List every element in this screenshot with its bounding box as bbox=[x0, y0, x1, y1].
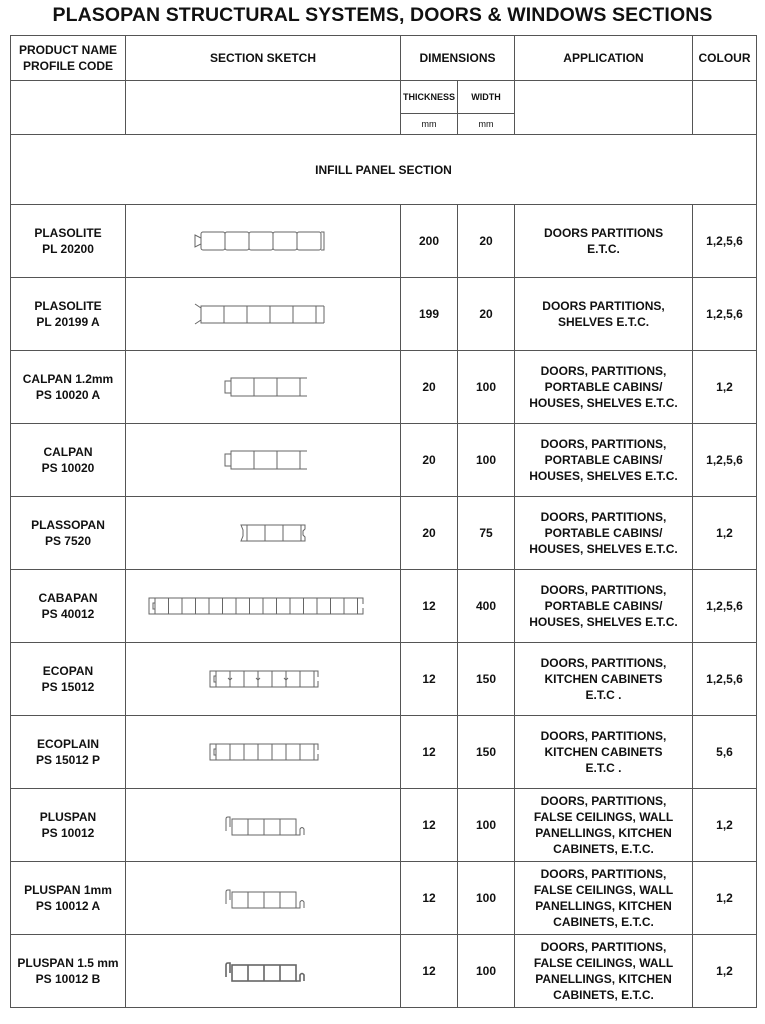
section-sketch-cell bbox=[126, 424, 401, 497]
application-cell bbox=[515, 935, 693, 1008]
header-colour: COLOUR bbox=[693, 36, 757, 81]
application-cell bbox=[515, 424, 693, 497]
product-name: PLASOLITE bbox=[34, 226, 102, 240]
application-line: DOORS, PARTITIONS, bbox=[540, 940, 667, 954]
product-cell bbox=[11, 716, 126, 789]
application-cell bbox=[515, 862, 693, 935]
application-line: FALSE CEILINGS, WALL bbox=[533, 810, 674, 824]
table-row bbox=[11, 497, 757, 570]
header-application: APPLICATION bbox=[515, 36, 693, 81]
product-cell bbox=[11, 862, 126, 935]
header-dimensions: DIMENSIONS bbox=[401, 36, 515, 81]
application-line: PANELLINGS, KITCHEN bbox=[535, 826, 672, 840]
thickness-value: 12 bbox=[401, 935, 458, 1008]
colour-value: 1,2 bbox=[693, 862, 757, 935]
section-sketch-cell bbox=[126, 862, 401, 935]
application-cell bbox=[515, 789, 693, 862]
thickness-value: 12 bbox=[401, 643, 458, 716]
thickness-value: 12 bbox=[401, 570, 458, 643]
application-line: FALSE CEILINGS, WALL bbox=[533, 956, 674, 970]
section-sketch-cell bbox=[126, 789, 401, 862]
sections-table bbox=[10, 35, 757, 1008]
application-line: CABINETS, E.T.C. bbox=[553, 988, 654, 1002]
profile-code: PS 15012 bbox=[41, 680, 95, 694]
application-line: DOORS, PARTITIONS, bbox=[540, 583, 667, 597]
section-sketch-drawing bbox=[198, 667, 328, 691]
application-line: HOUSES, SHELVES E.T.C. bbox=[529, 469, 678, 483]
product-cell bbox=[11, 643, 126, 716]
profile-code: PS 10012 bbox=[41, 826, 95, 840]
application-line: HOUSES, SHELVES E.T.C. bbox=[529, 615, 678, 629]
application-line: KITCHEN CABINETS bbox=[544, 745, 663, 759]
width-value: 400 bbox=[458, 570, 515, 643]
table-row bbox=[11, 205, 757, 278]
thickness-value: 12 bbox=[401, 716, 458, 789]
product-cell bbox=[11, 278, 126, 351]
width-value: 150 bbox=[458, 716, 515, 789]
width-value: 20 bbox=[458, 278, 515, 351]
product-cell bbox=[11, 570, 126, 643]
thickness-value: 20 bbox=[401, 424, 458, 497]
table-row bbox=[11, 862, 757, 935]
header-profile-code: PROFILE CODE bbox=[22, 59, 113, 73]
application-line: DOORS PARTITIONS bbox=[543, 226, 664, 240]
width-value: 100 bbox=[458, 862, 515, 935]
thickness-value: 20 bbox=[401, 497, 458, 570]
section-sketch-cell bbox=[126, 570, 401, 643]
profile-code: PS 10012 A bbox=[35, 899, 101, 913]
profile-code: PL 20200 bbox=[42, 242, 94, 256]
width-value: 100 bbox=[458, 351, 515, 424]
profile-code: PL 20199 A bbox=[36, 315, 100, 329]
page-title: PLASOPAN STRUCTURAL SYSTEMS, DOORS & WINDOWS SECTIONS bbox=[52, 4, 713, 26]
thickness-value: 12 bbox=[401, 789, 458, 862]
product-cell bbox=[11, 205, 126, 278]
header-section-sketch: SECTION SKETCH bbox=[126, 36, 401, 81]
application-cell bbox=[515, 497, 693, 570]
application-line: CABINETS, E.T.C. bbox=[553, 842, 654, 856]
product-name: ECOPLAIN bbox=[36, 737, 99, 751]
application-cell bbox=[515, 643, 693, 716]
product-name: PLASOLITE bbox=[34, 299, 102, 313]
application-line: PORTABLE CABINS/ bbox=[544, 526, 663, 540]
thickness-value: 20 bbox=[401, 351, 458, 424]
application-line: DOORS, PARTITIONS, bbox=[540, 510, 667, 524]
application-cell bbox=[515, 351, 693, 424]
section-title: INFILL PANEL SECTION bbox=[11, 135, 757, 205]
subheader-empty-application bbox=[515, 81, 693, 135]
section-sketch-drawing bbox=[213, 375, 313, 399]
width-value: 20 bbox=[458, 205, 515, 278]
width-value: 100 bbox=[458, 789, 515, 862]
thickness-unit: mm bbox=[401, 114, 458, 135]
subheader-empty-sketch bbox=[126, 81, 401, 135]
section-sketch-drawing bbox=[193, 229, 333, 253]
profile-code: PS 10020 A bbox=[35, 388, 101, 402]
profile-code: PS 15012 P bbox=[35, 753, 101, 767]
header-thickness: THICKNESS bbox=[401, 81, 458, 114]
colour-value: 5,6 bbox=[693, 716, 757, 789]
application-line: DOORS, PARTITIONS, bbox=[540, 656, 667, 670]
application-line: DOORS, PARTITIONS, bbox=[540, 729, 667, 743]
product-cell bbox=[11, 424, 126, 497]
application-cell bbox=[515, 205, 693, 278]
application-line: DOORS, PARTITIONS, bbox=[540, 437, 667, 451]
profile-code: PS 10020 bbox=[41, 461, 95, 475]
colour-value: 1,2,5,6 bbox=[693, 205, 757, 278]
application-line: E.T.C . bbox=[585, 761, 622, 775]
width-unit: mm bbox=[458, 114, 515, 135]
product-cell bbox=[11, 789, 126, 862]
product-cell bbox=[11, 935, 126, 1008]
section-sketch-cell bbox=[126, 351, 401, 424]
section-sketch-cell bbox=[126, 935, 401, 1008]
subheader-empty-product bbox=[11, 81, 126, 135]
application-line: DOORS PARTITIONS, bbox=[542, 299, 665, 313]
section-sketch-cell bbox=[126, 497, 401, 570]
application-line: E.T.C. bbox=[587, 242, 620, 256]
colour-value: 1,2,5,6 bbox=[693, 643, 757, 716]
header-product-name: PRODUCT NAME bbox=[19, 43, 117, 57]
application-line: DOORS, PARTITIONS, bbox=[540, 364, 667, 378]
product-name: CALPAN 1.2mm bbox=[22, 372, 114, 386]
section-sketch-cell bbox=[126, 643, 401, 716]
section-sketch-drawing bbox=[208, 886, 318, 910]
section-sketch-drawing bbox=[143, 594, 383, 618]
section-sketch-cell bbox=[126, 716, 401, 789]
application-line: FALSE CEILINGS, WALL bbox=[533, 883, 674, 897]
section-sketch-drawing bbox=[213, 448, 313, 472]
section-sketch-cell bbox=[126, 278, 401, 351]
product-name: PLUSPAN bbox=[39, 810, 97, 824]
header-row bbox=[11, 36, 757, 81]
profile-code: PS 7520 bbox=[44, 534, 92, 548]
profile-code: PS 40012 bbox=[41, 607, 95, 621]
table-row bbox=[11, 935, 757, 1008]
application-line: DOORS, PARTITIONS, bbox=[540, 867, 667, 881]
subheader-empty-colour bbox=[693, 81, 757, 135]
thickness-value: 199 bbox=[401, 278, 458, 351]
application-line: PANELLINGS, KITCHEN bbox=[535, 899, 672, 913]
profile-code: PS 10012 B bbox=[35, 972, 101, 986]
application-line: PORTABLE CABINS/ bbox=[544, 453, 663, 467]
product-name: PLUSPAN 1mm bbox=[24, 883, 112, 897]
colour-value: 1,2 bbox=[693, 935, 757, 1008]
application-line: HOUSES, SHELVES E.T.C. bbox=[529, 396, 678, 410]
section-sketch-drawing bbox=[198, 740, 328, 764]
header-product bbox=[11, 36, 126, 81]
product-rows bbox=[11, 205, 757, 1008]
application-cell bbox=[515, 278, 693, 351]
table-row bbox=[11, 716, 757, 789]
application-line: E.T.C . bbox=[585, 688, 622, 702]
colour-value: 1,2,5,6 bbox=[693, 278, 757, 351]
table-row bbox=[11, 351, 757, 424]
width-value: 100 bbox=[458, 424, 515, 497]
application-line: PORTABLE CABINS/ bbox=[544, 380, 663, 394]
colour-value: 1,2,5,6 bbox=[693, 424, 757, 497]
header-width: WIDTH bbox=[458, 81, 515, 114]
table-row bbox=[11, 278, 757, 351]
product-cell bbox=[11, 497, 126, 570]
application-line: DOORS, PARTITIONS, bbox=[540, 794, 667, 808]
application-line: CABINETS, E.T.C. bbox=[553, 915, 654, 929]
table-row bbox=[11, 789, 757, 862]
product-name: CABAPAN bbox=[38, 591, 98, 605]
colour-value: 1,2 bbox=[693, 351, 757, 424]
section-sketch-drawing bbox=[208, 959, 318, 983]
table-row bbox=[11, 570, 757, 643]
product-cell bbox=[11, 351, 126, 424]
product-name: PLASSOPAN bbox=[31, 518, 105, 532]
application-line: PANELLINGS, KITCHEN bbox=[535, 972, 672, 986]
colour-value: 1,2,5,6 bbox=[693, 570, 757, 643]
thickness-value: 12 bbox=[401, 862, 458, 935]
section-sketch-drawing bbox=[213, 521, 313, 545]
table-row bbox=[11, 643, 757, 716]
section-sketch-drawing bbox=[208, 813, 318, 837]
product-name: ECOPAN bbox=[42, 664, 94, 678]
application-line: PORTABLE CABINS/ bbox=[544, 599, 663, 613]
width-value: 150 bbox=[458, 643, 515, 716]
application-line: KITCHEN CABINETS bbox=[544, 672, 663, 686]
product-name: CALPAN bbox=[43, 445, 93, 459]
width-value: 75 bbox=[458, 497, 515, 570]
colour-value: 1,2 bbox=[693, 789, 757, 862]
colour-value: 1,2 bbox=[693, 497, 757, 570]
table-row bbox=[11, 424, 757, 497]
section-sketch-cell bbox=[126, 205, 401, 278]
section-sketch-drawing bbox=[193, 302, 333, 326]
application-line: SHELVES E.T.C. bbox=[557, 315, 650, 329]
width-value: 100 bbox=[458, 935, 515, 1008]
application-cell bbox=[515, 570, 693, 643]
product-name: PLUSPAN 1.5 mm bbox=[17, 956, 119, 970]
application-cell bbox=[515, 716, 693, 789]
thickness-value: 200 bbox=[401, 205, 458, 278]
application-line: HOUSES, SHELVES E.T.C. bbox=[529, 542, 678, 556]
